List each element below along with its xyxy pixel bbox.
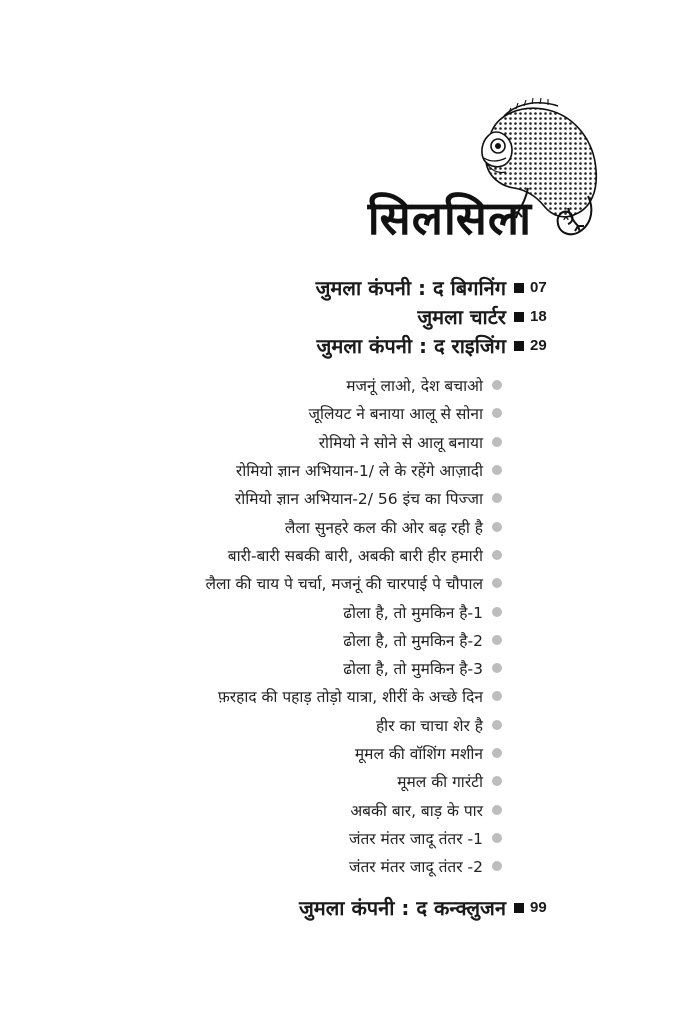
contents-title: सिलसिला bbox=[367, 191, 532, 245]
page-number: 99 bbox=[530, 899, 547, 916]
square-bullet-icon bbox=[514, 341, 524, 351]
section-label: जुमला कंपनी : द कन्क्लुजन bbox=[298, 896, 506, 920]
round-bullet-icon bbox=[492, 776, 502, 786]
page-number: 07 bbox=[530, 279, 547, 296]
chapter-list bbox=[206, 371, 502, 880]
round-bullet-icon bbox=[492, 861, 502, 871]
round-bullet-icon bbox=[492, 522, 502, 532]
chapter-entry[interactable]: जंतर मंतर जादू तंतर -2 bbox=[206, 852, 502, 880]
section-label: जुमला चार्टर bbox=[417, 305, 506, 329]
square-bullet-icon bbox=[514, 283, 524, 293]
page-number: 18 bbox=[530, 308, 547, 325]
round-bullet-icon bbox=[492, 748, 502, 758]
square-bullet-icon bbox=[514, 903, 524, 913]
round-bullet-icon bbox=[492, 465, 502, 475]
chapter-entry[interactable]: लैला की चाय पे चर्चा, मजनूं की चारपाई पे चौपाल bbox=[206, 569, 502, 597]
chapter-entry[interactable]: अबकी बार, बाड़ के पार bbox=[206, 795, 502, 823]
round-bullet-icon bbox=[492, 493, 502, 503]
section-label: जुमला कंपनी : द बिगनिंग bbox=[315, 276, 506, 300]
round-bullet-icon bbox=[492, 380, 502, 390]
chapter-entry[interactable]: ढोला है, तो मुमकिन है-2 bbox=[206, 626, 502, 654]
round-bullet-icon bbox=[492, 691, 502, 701]
round-bullet-icon bbox=[492, 550, 502, 560]
chapter-entry[interactable]: रोमियो ने सोने से आलू बनाया bbox=[206, 428, 502, 456]
section-entry-rising[interactable] bbox=[316, 332, 547, 359]
chapter-entry[interactable]: ढोला है, तो मुमकिन है-3 bbox=[206, 654, 502, 682]
round-bullet-icon bbox=[492, 408, 502, 418]
round-bullet-icon bbox=[492, 720, 502, 730]
chapter-entry[interactable]: मूमल की वॉशिंग मशीन bbox=[206, 739, 502, 767]
chapter-entry[interactable]: रोमियो ज्ञान अभियान-1/ ले के रहेंगे आज़ादी bbox=[206, 456, 502, 484]
chapter-entry[interactable]: फ़रहाद की पहाड़ तोड़ो यात्रा, शीरीं के अच्छे दिन bbox=[206, 682, 502, 710]
chapter-entry[interactable]: मूमल की गारंटी bbox=[206, 767, 502, 795]
chapter-entry[interactable]: जूलियट ने बनाया आलू से सोना bbox=[206, 399, 502, 427]
page-number: 29 bbox=[530, 337, 547, 354]
round-bullet-icon bbox=[492, 805, 502, 815]
section-label: जुमला कंपनी : द राइजिंग bbox=[316, 334, 506, 358]
section-entry-charter[interactable] bbox=[417, 303, 547, 330]
chapter-entry[interactable]: ढोला है, तो मुमकिन है-1 bbox=[206, 597, 502, 625]
chapter-entry[interactable]: लैला सुनहरे कल की ओर बढ़ रही है bbox=[206, 512, 502, 540]
section-entry-conclusion[interactable] bbox=[298, 894, 547, 921]
round-bullet-icon bbox=[492, 607, 502, 617]
chapter-entry[interactable]: जंतर मंतर जादू तंतर -1 bbox=[206, 824, 502, 852]
round-bullet-icon bbox=[492, 635, 502, 645]
round-bullet-icon bbox=[492, 663, 502, 673]
chapter-entry[interactable]: मजनूं लाओ, देश बचाओ bbox=[206, 371, 502, 399]
round-bullet-icon bbox=[492, 437, 502, 447]
chapter-entry[interactable]: बारी-बारी सबकी बारी, अबकी बारी हीर हमारी bbox=[206, 541, 502, 569]
chapter-entry[interactable]: हीर का चाचा शेर है bbox=[206, 711, 502, 739]
chapter-entry[interactable]: रोमियो ज्ञान अभियान-2/ 56 इंच का पिज्जा bbox=[206, 484, 502, 512]
round-bullet-icon bbox=[492, 578, 502, 588]
round-bullet-icon bbox=[492, 833, 502, 843]
section-entry-beginning[interactable] bbox=[315, 274, 547, 301]
square-bullet-icon bbox=[514, 312, 524, 322]
